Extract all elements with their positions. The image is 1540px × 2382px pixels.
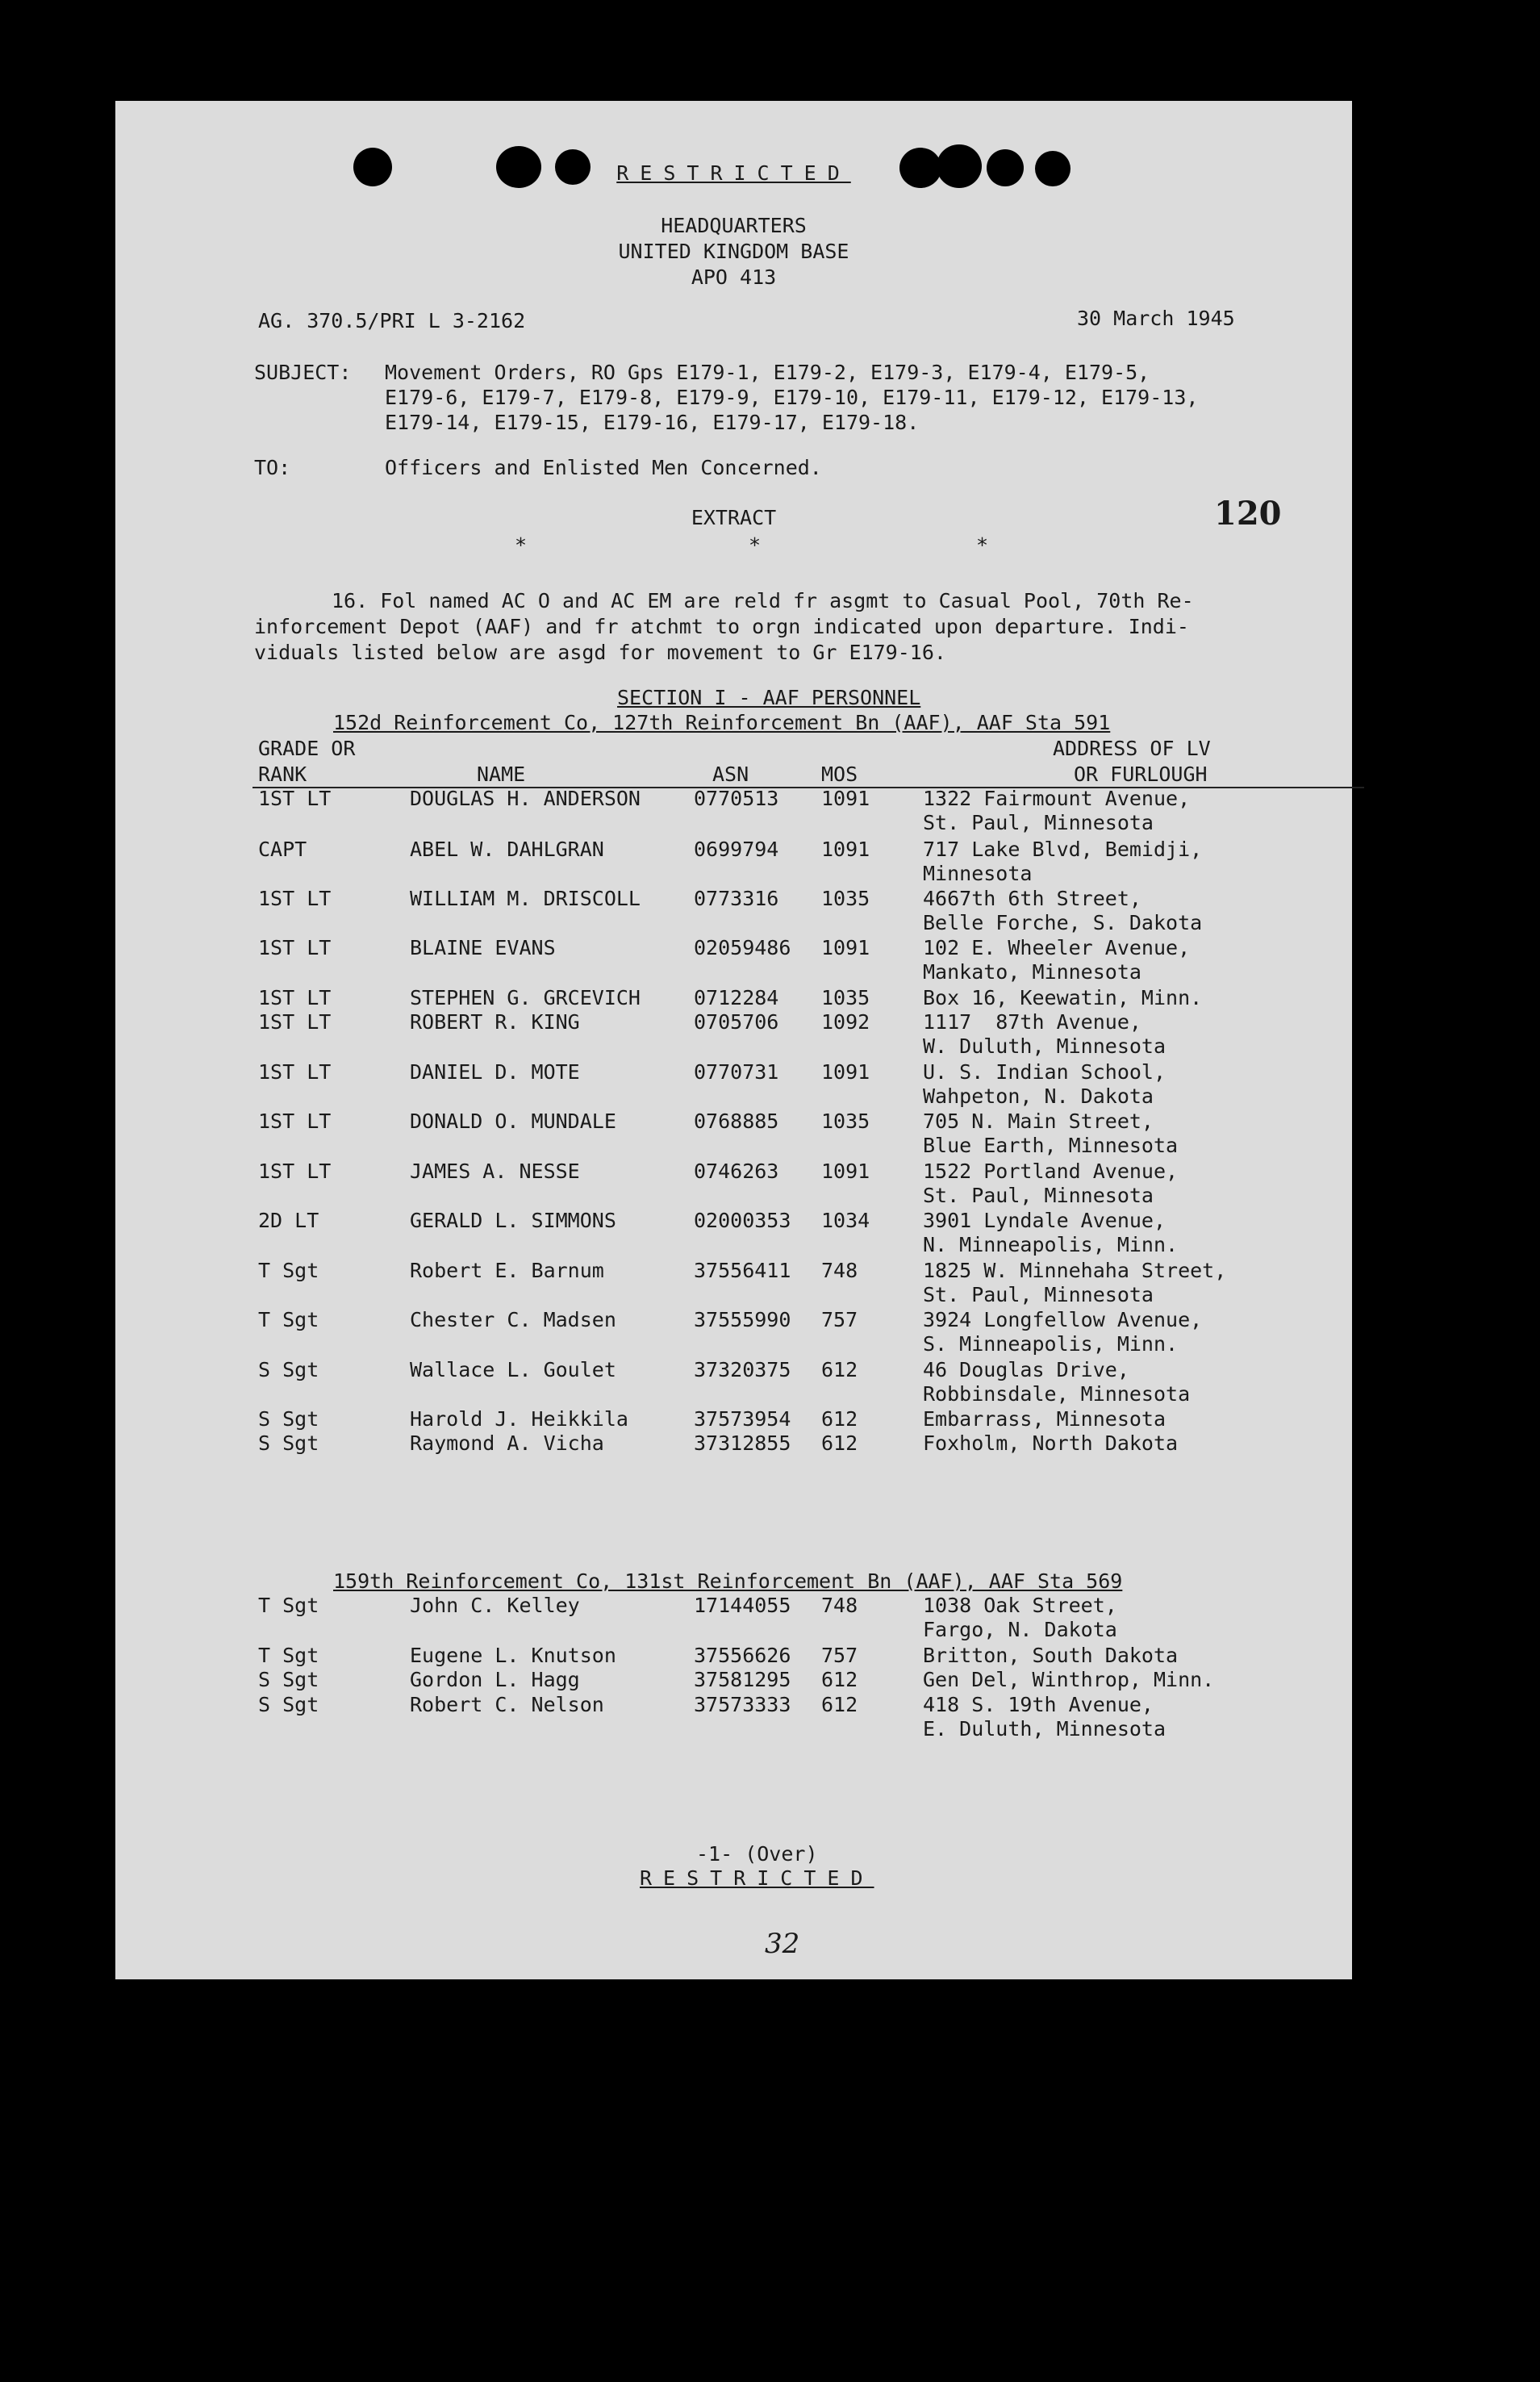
table-row <box>115 1110 1352 1158</box>
mos-cell: 612 <box>821 1431 858 1455</box>
asn-cell: 0770731 <box>694 1060 779 1084</box>
name-cell: GERALD L. SIMMONS <box>410 1209 616 1232</box>
grade-cell: 2D LT <box>258 1209 319 1232</box>
grade-cell: S Sgt <box>258 1431 319 1455</box>
mos-cell: 612 <box>821 1407 858 1431</box>
address-line1-cell: 46 Douglas Drive, <box>923 1358 1129 1381</box>
org-line3: APO 413 <box>691 265 777 289</box>
grade-cell: S Sgt <box>258 1668 319 1691</box>
address-line1-cell: Embarrass, Minnesota <box>923 1407 1166 1431</box>
name-cell: ABEL W. DAHLGRAN <box>410 838 604 861</box>
col-grade-line1: GRADE OR <box>258 737 356 760</box>
mos-cell: 1091 <box>821 838 870 861</box>
address-line1-cell: Britton, South Dakota <box>923 1644 1179 1667</box>
col-name: NAME <box>477 763 526 786</box>
grade-cell: 1ST LT <box>258 986 332 1009</box>
grade-cell: T Sgt <box>258 1594 319 1617</box>
address-line2-cell: Minnesota <box>923 862 1033 885</box>
col-asn: ASN <box>712 763 749 786</box>
table-row <box>115 1594 1352 1642</box>
grade-cell: 1ST LT <box>258 787 332 810</box>
name-cell: JAMES A. NESSE <box>410 1160 580 1183</box>
asn-cell: 37312855 <box>694 1431 791 1455</box>
mos-cell: 748 <box>821 1594 858 1617</box>
handwritten-mark: 32 <box>765 1928 800 1960</box>
address-line2-cell: Wahpeton, N. Dakota <box>923 1084 1154 1108</box>
paragraph-line1: 16. Fol named AC O and AC EM are reld fr asgmt to Casual Pool, 70th Re- <box>332 589 1194 612</box>
asn-cell: 0768885 <box>694 1110 779 1133</box>
address-line2-cell: Belle Forche, S. Dakota <box>923 911 1203 934</box>
asn-cell: 17144055 <box>694 1594 791 1617</box>
address-line1-cell: 1038 Oak Street, <box>923 1594 1117 1617</box>
grade-cell: 1ST LT <box>258 887 332 910</box>
extract-star: * <box>749 533 762 557</box>
mos-cell: 1035 <box>821 1110 870 1133</box>
name-cell: Wallace L. Goulet <box>410 1358 616 1381</box>
table-row <box>115 887 1352 935</box>
name-cell: DOUGLAS H. ANDERSON <box>410 787 641 810</box>
mos-cell: 612 <box>821 1668 858 1691</box>
paragraph-line2: inforcement Depot (AAF) and fr atchmt to orgn indicated upon departure. Indi- <box>254 615 1189 638</box>
table-row <box>115 1209 1352 1257</box>
address-line1-cell: 717 Lake Blvd, Bemidji, <box>923 838 1203 861</box>
extract-star: * <box>976 533 989 557</box>
table-row <box>115 838 1352 886</box>
grade-cell: T Sgt <box>258 1644 319 1667</box>
extract-title: EXTRACT <box>691 506 777 529</box>
address-line2-cell: St. Paul, Minnesota <box>923 1184 1154 1207</box>
col-address-line2: OR FURLOUGH <box>1074 763 1208 786</box>
address-line2-cell: St. Paul, Minnesota <box>923 811 1154 834</box>
table-row <box>115 1308 1352 1356</box>
section-title: SECTION I - AAF PERSONNEL <box>617 686 921 709</box>
mos-cell: 1091 <box>821 1060 870 1084</box>
file-number: AG. 370.5/PRI L 3-2162 <box>258 309 526 332</box>
address-line2-cell: Fargo, N. Dakota <box>923 1618 1117 1641</box>
mos-cell: 757 <box>821 1308 858 1331</box>
table-row <box>115 1060 1352 1109</box>
name-cell: Raymond A. Vicha <box>410 1431 604 1455</box>
name-cell: BLAINE EVANS <box>410 936 556 959</box>
grade-cell: S Sgt <box>258 1358 319 1381</box>
address-line1-cell: 4667th 6th Street, <box>923 887 1141 910</box>
asn-cell: 37556411 <box>694 1259 791 1282</box>
asn-cell: 0773316 <box>694 887 779 910</box>
address-line1-cell: 1322 Fairmount Avenue, <box>923 787 1191 810</box>
org-line1: HEADQUARTERS <box>661 214 807 237</box>
grade-cell: 1ST LT <box>258 1160 332 1183</box>
address-line2-cell: W. Duluth, Minnesota <box>923 1034 1166 1058</box>
asn-cell: 37320375 <box>694 1358 791 1381</box>
name-cell: WILLIAM M. DRISCOLL <box>410 887 641 910</box>
mos-cell: 1035 <box>821 887 870 910</box>
asn-cell: 02059486 <box>694 936 791 959</box>
mos-cell: 748 <box>821 1259 858 1282</box>
grade-cell: 1ST LT <box>258 1060 332 1084</box>
address-line1-cell: 3901 Lyndale Avenue, <box>923 1209 1166 1232</box>
mos-cell: 1091 <box>821 1160 870 1183</box>
name-cell: ROBERT R. KING <box>410 1010 580 1034</box>
asn-cell: 02000353 <box>694 1209 791 1232</box>
address-line1-cell: Foxholm, North Dakota <box>923 1431 1179 1455</box>
grade-cell: CAPT <box>258 838 307 861</box>
table-row <box>115 1259 1352 1307</box>
table-row <box>115 1358 1352 1406</box>
mos-cell: 612 <box>821 1358 858 1381</box>
asn-cell: 0705706 <box>694 1010 779 1034</box>
page-indicator: -1- (Over) <box>696 1842 818 1866</box>
table-row <box>115 1431 1352 1480</box>
table-row <box>115 1693 1352 1741</box>
col-mos: MOS <box>821 763 858 786</box>
table-row <box>115 1160 1352 1208</box>
asn-cell: 0770513 <box>694 787 779 810</box>
paragraph-line3: viduals listed below are asgd for movement to Gr E179-16. <box>254 641 946 664</box>
mos-cell: 1035 <box>821 986 870 1009</box>
table-row <box>115 936 1352 984</box>
mos-cell: 612 <box>821 1693 858 1716</box>
asn-cell: 37581295 <box>694 1668 791 1691</box>
table-row <box>115 787 1352 835</box>
asn-cell: 37573333 <box>694 1693 791 1716</box>
unit-heading-1: 152d Reinforcement Co, 127th Reinforcement Bn (AAF), AAF Sta 591 <box>333 711 1111 734</box>
grade-cell: 1ST LT <box>258 1110 332 1133</box>
document-page <box>115 101 1352 1979</box>
subject-line3: E179-14, E179-15, E179-16, E179-17, E179-18. <box>385 411 920 434</box>
address-line2-cell: E. Duluth, Minnesota <box>923 1717 1166 1741</box>
address-line1-cell: 1522 Portland Avenue, <box>923 1160 1179 1183</box>
grade-cell: 1ST LT <box>258 1010 332 1034</box>
address-line1-cell: U. S. Indian School, <box>923 1060 1166 1084</box>
asn-cell: 37573954 <box>694 1407 791 1431</box>
address-line2-cell: S. Minneapolis, Minn. <box>923 1332 1179 1356</box>
table-row <box>115 1010 1352 1059</box>
name-cell: Robert C. Nelson <box>410 1693 604 1716</box>
grade-cell: 1ST LT <box>258 936 332 959</box>
to-value: Officers and Enlisted Men Concerned. <box>385 456 822 479</box>
address-line1-cell: Box 16, Keewatin, Minn. <box>923 986 1203 1009</box>
col-address-line1: ADDRESS OF LV <box>1053 737 1211 760</box>
mos-cell: 1091 <box>821 787 870 810</box>
address-line1-cell: 418 S. 19th Avenue, <box>923 1693 1154 1716</box>
address-line1-cell: 705 N. Main Street, <box>923 1110 1154 1133</box>
name-cell: DONALD O. MUNDALE <box>410 1110 616 1133</box>
address-line1-cell: 1825 W. Minnehaha Street, <box>923 1259 1227 1282</box>
to-label: TO: <box>254 456 291 479</box>
subject-line1: Movement Orders, RO Gps E179-1, E179-2, E179-3, E179-4, E179-5, <box>385 361 1150 384</box>
col-grade-line2: RANK <box>258 763 307 786</box>
name-cell: Chester C. Madsen <box>410 1308 616 1331</box>
address-line2-cell: Robbinsdale, Minnesota <box>923 1382 1191 1406</box>
asn-cell: 0746263 <box>694 1160 779 1183</box>
asn-cell: 37555990 <box>694 1308 791 1331</box>
name-cell: DANIEL D. MOTE <box>410 1060 580 1084</box>
grade-cell: S Sgt <box>258 1407 319 1431</box>
mos-cell: 1034 <box>821 1209 870 1232</box>
address-line1-cell: 1117 87th Avenue, <box>923 1010 1141 1034</box>
address-line1-cell: 3924 Longfellow Avenue, <box>923 1308 1203 1331</box>
address-line2-cell: St. Paul, Minnesota <box>923 1283 1154 1306</box>
subject-line2: E179-6, E179-7, E179-8, E179-9, E179-10, E179-11, E179-12, E179-13, <box>385 386 1199 409</box>
unit-heading-2: 159th Reinforcement Co, 131st Reinforcement Bn (AAF), AAF Sta 569 <box>333 1569 1123 1593</box>
name-cell: Robert E. Barnum <box>410 1259 604 1282</box>
mos-cell: 1092 <box>821 1010 870 1034</box>
asn-cell: 0712284 <box>694 986 779 1009</box>
address-line2-cell: N. Minneapolis, Minn. <box>923 1233 1179 1256</box>
address-line2-cell: Mankato, Minnesota <box>923 960 1141 984</box>
name-cell: John C. Kelley <box>410 1594 580 1617</box>
handwritten-number: 120 <box>1214 495 1282 533</box>
address-line1-cell: 102 E. Wheeler Avenue, <box>923 936 1191 959</box>
document-date: 30 March 1945 <box>1077 307 1235 330</box>
org-line2: UNITED KINGDOM BASE <box>618 240 849 263</box>
address-line2-cell: Blue Earth, Minnesota <box>923 1134 1179 1157</box>
name-cell: Harold J. Heikkila <box>410 1407 628 1431</box>
name-cell: Eugene L. Knutson <box>410 1644 616 1667</box>
grade-cell: T Sgt <box>258 1259 319 1282</box>
address-line1-cell: Gen Del, Winthrop, Minn. <box>923 1668 1215 1691</box>
mos-cell: 1091 <box>821 936 870 959</box>
classification-bottom: RESTRICTED <box>640 1866 874 1890</box>
mos-cell: 757 <box>821 1644 858 1667</box>
extract-star: * <box>515 533 528 557</box>
name-cell: Gordon L. Hagg <box>410 1668 580 1691</box>
asn-cell: 37556626 <box>694 1644 791 1667</box>
name-cell: STEPHEN G. GRCEVICH <box>410 986 641 1009</box>
classification-top: RESTRICTED <box>616 161 851 185</box>
grade-cell: T Sgt <box>258 1308 319 1331</box>
grade-cell: S Sgt <box>258 1693 319 1716</box>
subject-label: SUBJECT: <box>254 361 352 384</box>
asn-cell: 0699794 <box>694 838 779 861</box>
